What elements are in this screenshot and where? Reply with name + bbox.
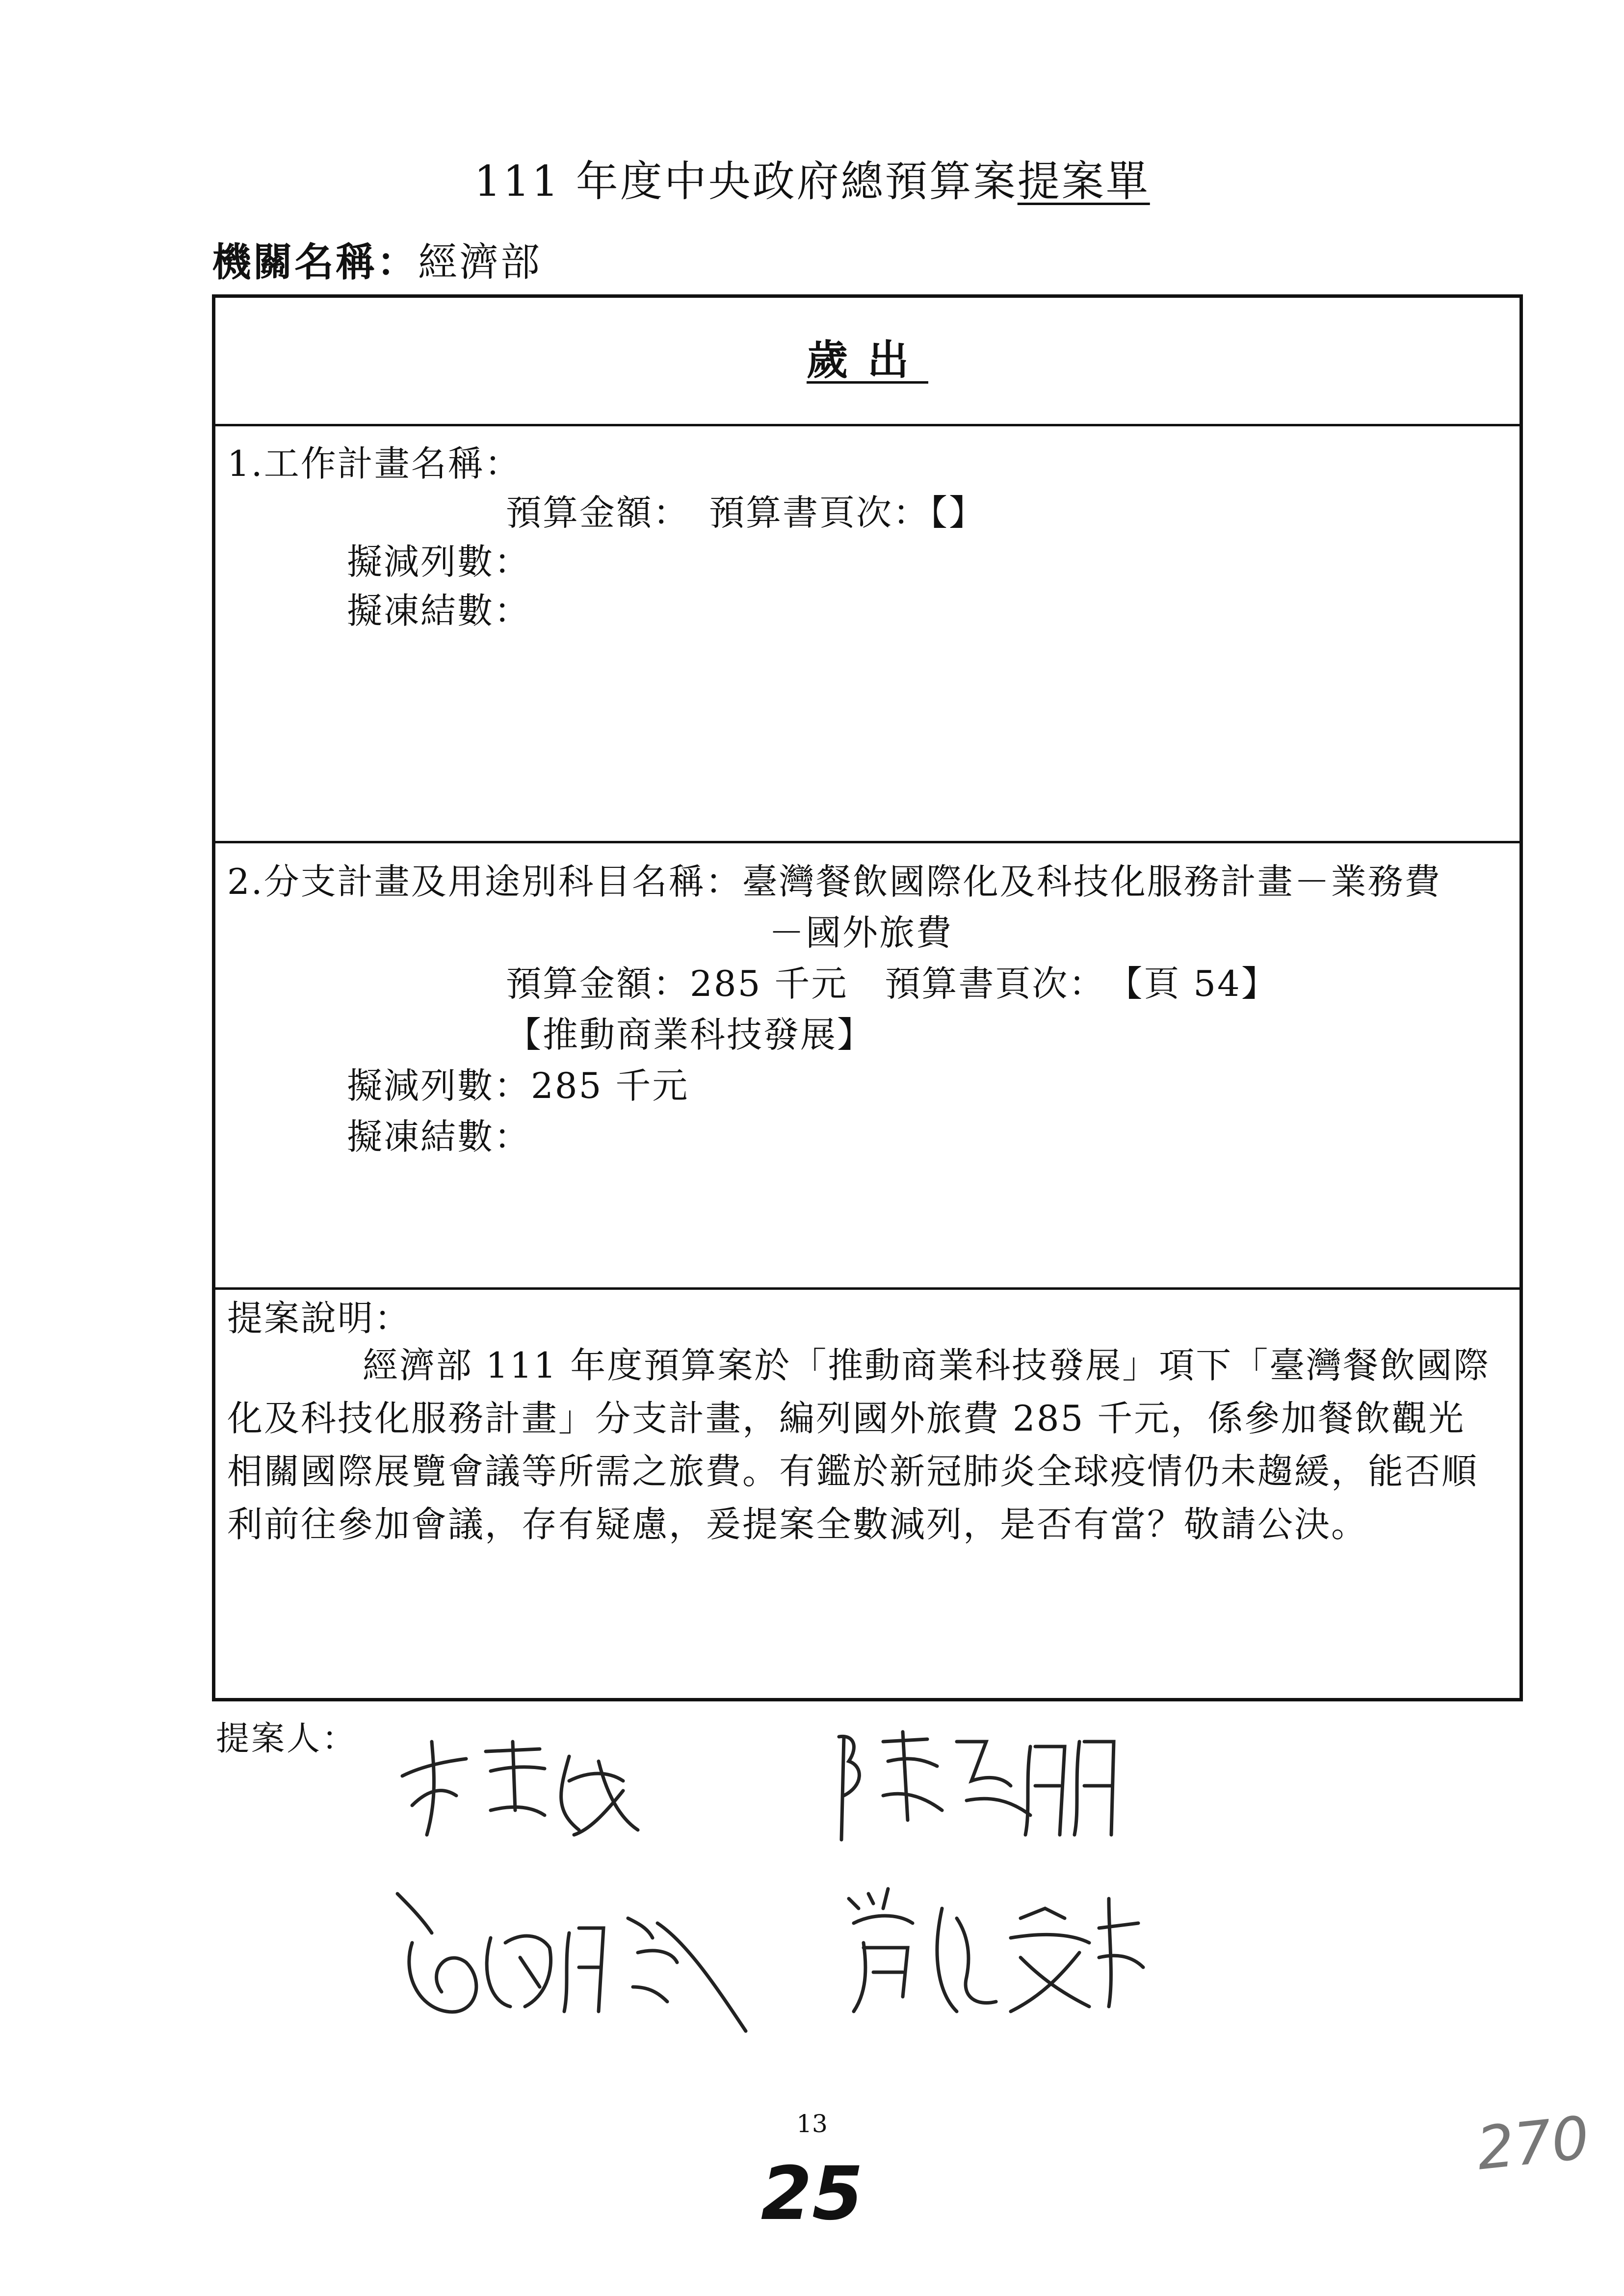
page-title <box>0 147 1624 208</box>
title-main: 111 年度中央政府總預算案 <box>474 157 1018 206</box>
item2-program-line: 【推動商業科技發展】 <box>506 1014 874 1055</box>
item2-budget-line: 預算金額：285 千元 預算書頁次： 【頁 54】 <box>506 963 1278 1004</box>
stamp-number: 270 <box>1473 2104 1593 2184</box>
signature-4 <box>834 1879 1148 2026</box>
title-underlined: 提案單 <box>1017 157 1150 206</box>
item2-row <box>215 843 1519 1290</box>
item2-reduce-line: 擬減列數：285 千元 <box>347 1065 689 1106</box>
item1-label: 1.工作計畫名稱： <box>227 443 522 484</box>
section-title: 歲出 <box>806 336 928 384</box>
agency-label: 機關名稱： <box>212 239 418 285</box>
signature-1 <box>393 1732 648 1845</box>
proposer-label: 提案人： <box>216 1720 358 1758</box>
item1-budget-line: 預算金額： 預算書頁次：【】 <box>506 492 986 533</box>
item2-freeze-line: 擬凍結數： <box>347 1116 531 1157</box>
explanation-text: 經濟部 111 年度預算案於「推動商業科技發展」項下「臺灣餐飲國際化及科技化服務計畫」分支計畫，編列國外旅費 285 千元，係參加餐飲觀光相關國際展覽會議等所需之旅費。有鑑於新冠肺炎全球疫情仍未趨緩，能否順利前往參加會議，存有疑慮，爰提案全數減列，是否有當？敬請公決。 <box>227 1345 1491 1545</box>
item1-row <box>215 426 1519 843</box>
signature-2 <box>824 1722 1128 1850</box>
handwritten-page-number: 25 <box>760 2151 864 2237</box>
agency-line <box>212 231 542 287</box>
page-number: 13 <box>796 2110 828 2138</box>
agency-value: 經濟部 <box>418 239 542 285</box>
item2-label: 2.分支計畫及用途別科目名稱：臺灣餐飲國際化及科技化服務計畫－業務費 <box>227 861 1441 902</box>
proposal-table <box>212 294 1523 1701</box>
signature-3 <box>383 1874 785 2051</box>
explanation-label: 提案說明： <box>227 1298 412 1339</box>
item1-reduce-line: 擬減列數： <box>347 541 531 582</box>
item1-freeze-line: 擬凍結數： <box>347 590 531 631</box>
item2-label-cont: －國外旅費 <box>769 912 953 953</box>
explanation-row <box>215 1290 1519 1705</box>
section-header-row <box>215 298 1519 426</box>
